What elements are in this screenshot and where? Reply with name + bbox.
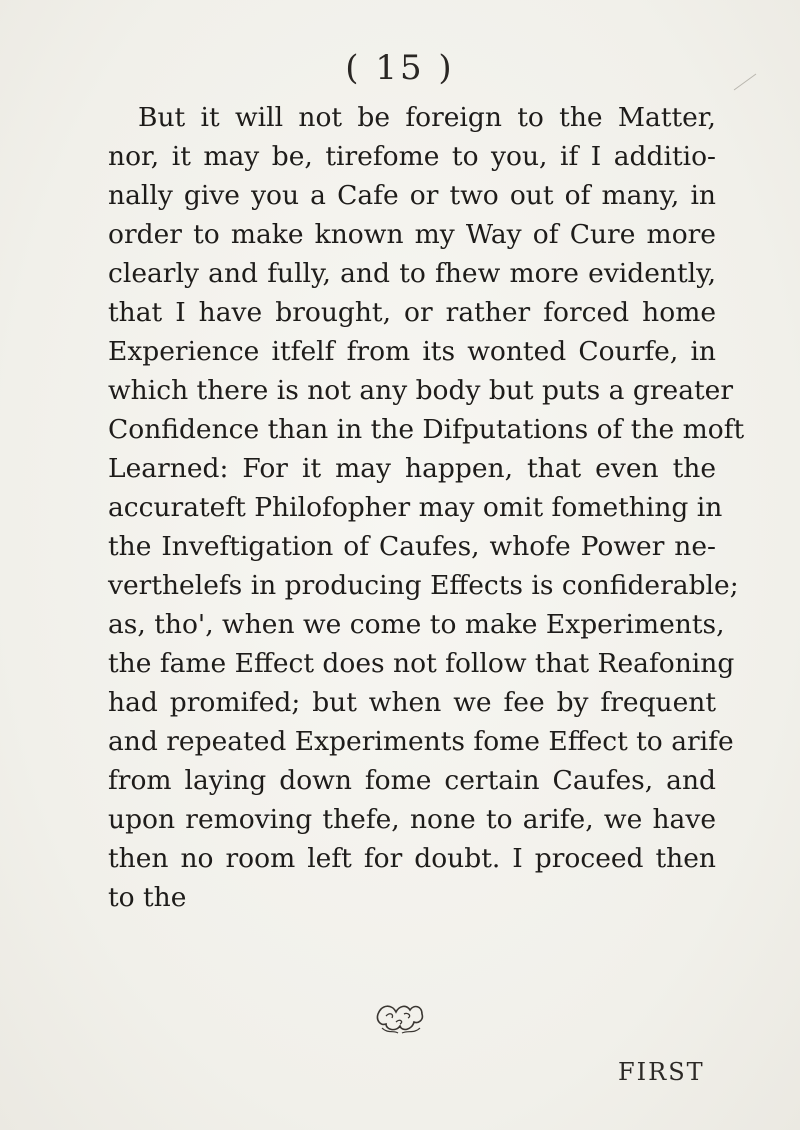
text-line: then no room left for doubt. I proceed then	[108, 843, 716, 874]
page-number: ( 15 )	[345, 48, 455, 88]
text-line: upon removing thefe, none to arife, we have	[108, 804, 716, 835]
ornament-icon	[372, 1000, 428, 1036]
body-text	[108, 98, 745, 917]
catchword: FIRST	[618, 1058, 705, 1086]
text-line: the fame Effect does not follow that Reafoning	[108, 648, 735, 679]
text-line: from laying down fome certain Caufes, and	[108, 765, 716, 796]
text-line: But it will not be foreign to the Matter,	[138, 102, 716, 133]
text-line: nor, it may be, tirefome to you, if I additio-	[108, 141, 716, 172]
text-line: order to make known my Way of Cure more	[108, 219, 716, 250]
text-line: which there is not any body but puts a greater	[108, 375, 734, 406]
text-line: to the	[108, 882, 187, 913]
text-line: Experience itfelf from its wonted Courfe, in	[108, 336, 716, 367]
text-line: Learned: For it may happen, that even the	[108, 453, 716, 484]
text-line: clearly and fully, and to fhew more evidently,	[108, 258, 716, 289]
text-line: had promifed; but when we fee by frequent	[108, 687, 716, 718]
text-line: as, tho', when we come to make Experiments,	[108, 609, 725, 640]
text-line: that I have brought, or rather forced home	[108, 297, 716, 328]
text-line: and repeated Experiments fome Effect to arife	[108, 726, 734, 757]
text-line: the Inveftigation of Caufes, whofe Power ne-	[108, 531, 716, 562]
text-line: Confidence than in the Difputations of the moft	[108, 414, 745, 445]
text-line: nally give you a Cafe or two out of many, in	[108, 180, 716, 211]
text-line: verthelefs in producing Effects is confiderable;	[108, 570, 739, 601]
text-line: accurateft Philofopher may omit fomething in	[108, 492, 723, 523]
